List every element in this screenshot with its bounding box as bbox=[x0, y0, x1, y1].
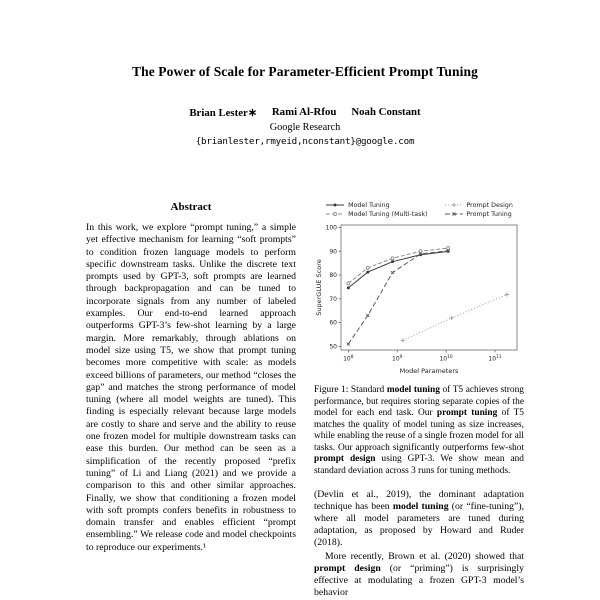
data-point-marker bbox=[347, 282, 350, 285]
legend-item bbox=[444, 210, 513, 218]
legend-label: Prompt Design bbox=[466, 201, 513, 209]
right-column bbox=[314, 201, 524, 599]
y-tick-label: 90 bbox=[329, 248, 337, 256]
body-paragraph-2: More recently, Brown et al. (2020) showed that prompt design (or “priming”) is surprisingly effective at modulating a frozen GPT-3 model’s behavior bbox=[314, 551, 525, 598]
legend-line-sample bbox=[444, 201, 464, 209]
series-line-prompt-tuning bbox=[348, 251, 448, 344]
legend-line-sample bbox=[444, 210, 464, 218]
x-tick-label: $10^8$ bbox=[343, 354, 354, 363]
data-point-marker bbox=[366, 271, 369, 274]
author-name: Noah Constant bbox=[351, 106, 421, 118]
figure-caption: Figure 1: Standard model tuning of T5 achieves strong performance, but requires storing separate copies of the model for each end task. Our prompt tuning of T5 matches the quality of model tuning as size increases, while enabling the reuse of a single frozen model for all tasks. Our approach significantly outperforms few-shot prompt design using GPT-3. We show mean and standard deviation across 3 runs for tuning methods. bbox=[314, 385, 524, 476]
figure-1 bbox=[314, 201, 524, 477]
data-point-marker bbox=[366, 266, 369, 269]
x-axis-label: Model Parameters bbox=[399, 367, 459, 375]
y-axis-label: SuperGLUE Score bbox=[315, 259, 323, 316]
y-tick-label: 70 bbox=[329, 295, 337, 303]
legend-item bbox=[444, 201, 513, 209]
legend-label: Model Tuning bbox=[348, 201, 390, 209]
data-point-marker bbox=[419, 250, 422, 253]
legend-item bbox=[325, 210, 427, 218]
data-point-marker bbox=[391, 257, 394, 260]
data-point-marker bbox=[347, 286, 350, 289]
superglue-chart bbox=[314, 220, 523, 378]
legend-line-sample bbox=[325, 210, 345, 218]
legend-line-sample bbox=[325, 201, 345, 209]
author-name: Brian Lester∗ bbox=[189, 107, 257, 119]
data-point-marker bbox=[391, 260, 394, 263]
y-tick-label: 50 bbox=[329, 343, 337, 351]
x-tick-label: $10^9$ bbox=[392, 354, 403, 363]
y-tick-label: 60 bbox=[329, 319, 337, 327]
data-point-marker bbox=[334, 204, 337, 207]
x-tick-label: $10^{10}$ bbox=[439, 354, 453, 363]
legend-label: Prompt Tuning bbox=[466, 210, 512, 218]
x-tick-label: $10^{11}$ bbox=[488, 354, 502, 363]
chart-legend bbox=[314, 201, 524, 218]
author-name: Rami Al-Rfou bbox=[271, 106, 337, 118]
data-point-marker bbox=[334, 213, 337, 216]
series-line-prompt-design bbox=[403, 295, 507, 341]
abstract-text: In this work, we explore “prompt tuning,” a simple yet effective mechanism for learning “soft prompts” to condition frozen language models to perform specific downstream tasks. Unlike the discrete text prompts used by GPT-3, soft prompts are learned through backpropagation and can be tuned to incorporate signals from any number of labeled examples. Our end-to-end learned approach outperforms GPT-3’s few-shot learning by a large margin. More remarkably, through ablations on model size using T5, we show that prompt tuning becomes more competitive with scale: as models exceed billions of parameters, our method “closes the gap” and matches the strong performance of model tuning (where all model weights are tuned). This finding is especially relevant because large models are costly to share and serve and the ability to reuse one frozen model for multiple downstream tasks can ease this burden. Our method can be seen as a simplification of the recently proposed “prefix tuning” of Li and Liang (2021) and we provide a comparison to this and other similar approaches. Finally, we show that conditioning a frozen model with soft prompts confers benefits in robustness to domain transfer and enables efficient “prompt ensembling.” We release code and model checkpoints to reproduce our experiments.¹ bbox=[86, 222, 296, 553]
abstract-heading: Abstract bbox=[170, 201, 212, 213]
email-line: {brianlester,rmyeid,nconstant}@google.com bbox=[195, 136, 415, 147]
authors-line bbox=[86, 106, 524, 119]
paper-title: The Power of Scale for Parameter-Efficient Prompt Tuning bbox=[132, 64, 478, 79]
left-column bbox=[86, 201, 296, 599]
y-tick-label: 100 bbox=[325, 224, 337, 232]
body-paragraph-1: (Devlin et al., 2019), the dominant adaptation technique has been model tuning (or “fine-tuning”), where all model parameters are tuned during adaptation, as proposed by Howard and Ruder (2018). bbox=[314, 489, 525, 549]
legend-label: Model Tuning (Multi-task) bbox=[348, 210, 428, 218]
plot-frame bbox=[341, 225, 517, 350]
affiliation: Google Research bbox=[269, 122, 341, 133]
y-tick-label: 80 bbox=[329, 272, 337, 280]
legend-item bbox=[325, 201, 427, 209]
two-column-layout bbox=[86, 201, 524, 599]
